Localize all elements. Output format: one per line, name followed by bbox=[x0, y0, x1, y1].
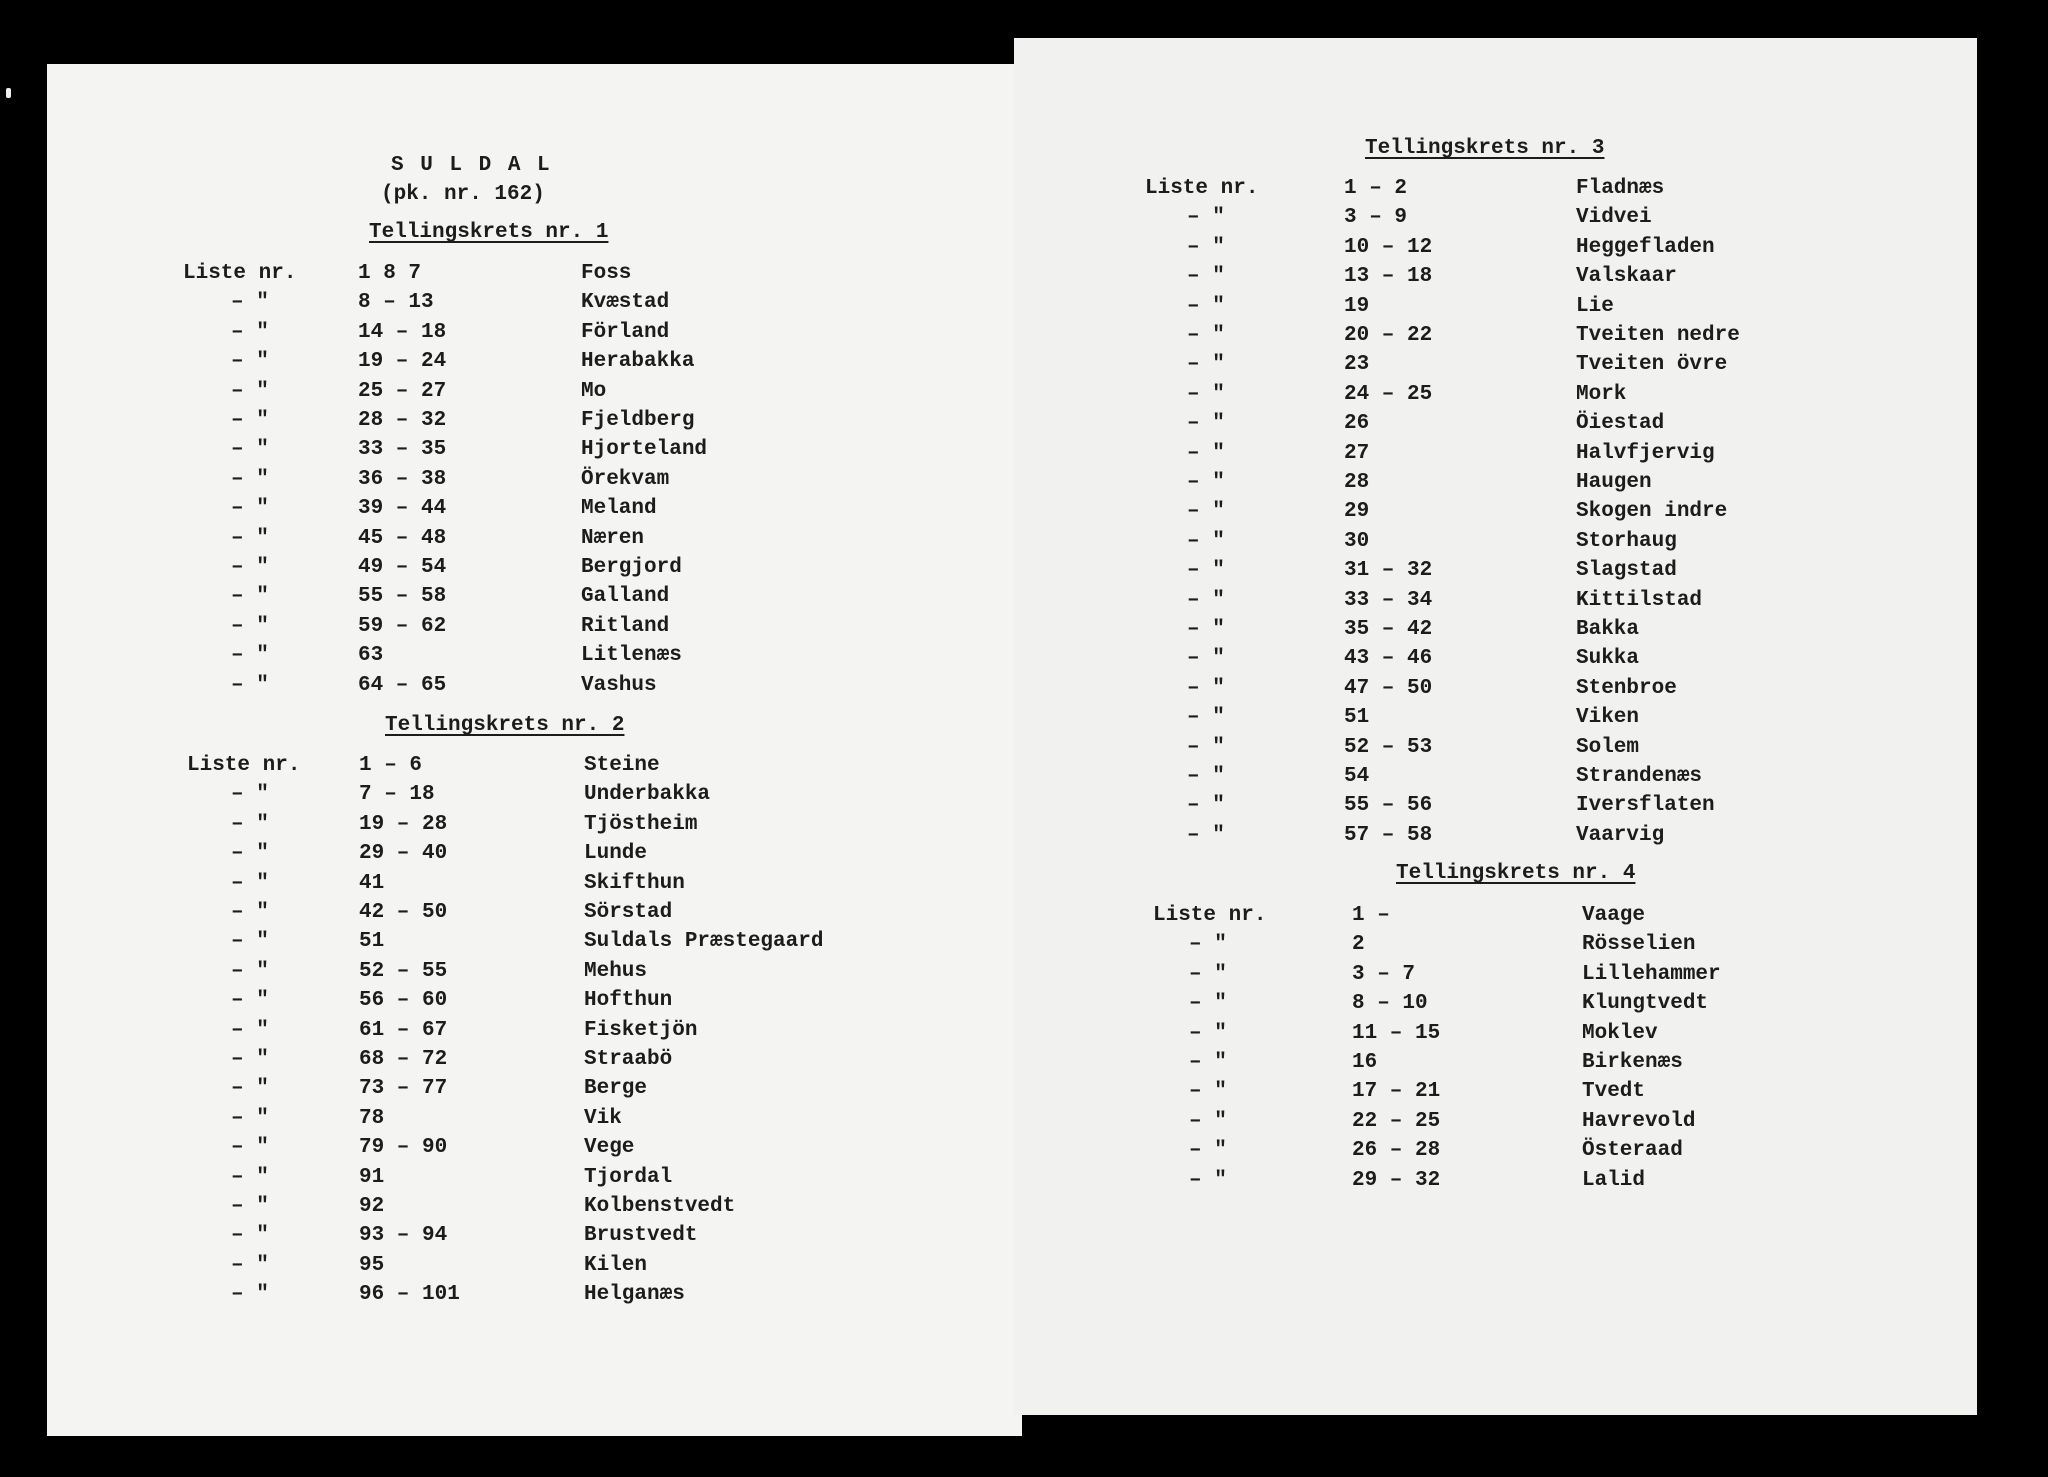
list-range: 91 bbox=[359, 1165, 385, 1189]
ditto-mark: – " bbox=[231, 959, 269, 983]
list-range: 52 – 55 bbox=[359, 959, 448, 983]
ditto-mark: – " bbox=[1187, 529, 1225, 553]
list-range: 42 – 50 bbox=[359, 901, 448, 924]
list-row bbox=[1014, 383, 1977, 412]
list-row bbox=[47, 556, 1022, 585]
ditto-mark: – " bbox=[231, 1224, 269, 1248]
list-row bbox=[1014, 904, 1977, 933]
farm-name: Tvedt bbox=[1582, 1080, 1646, 1104]
farm-name: Hjorteland bbox=[581, 438, 708, 462]
farm-name: Herabakka bbox=[581, 350, 695, 374]
farm-name: Steine bbox=[584, 754, 660, 777]
farm-name: Sörstad bbox=[584, 901, 673, 924]
farm-name: Kilen bbox=[584, 1253, 648, 1277]
list-row bbox=[1014, 618, 1977, 647]
list-row bbox=[1014, 1080, 1977, 1109]
list-range: 20 – 22 bbox=[1344, 324, 1433, 347]
ditto-mark: – " bbox=[1187, 823, 1225, 847]
list-range: 52 – 53 bbox=[1344, 735, 1433, 759]
ditto-mark: – " bbox=[231, 901, 269, 924]
list-row bbox=[47, 1107, 1022, 1136]
list-row bbox=[47, 1136, 1022, 1165]
list-row bbox=[1014, 412, 1977, 441]
list-row bbox=[1014, 706, 1977, 735]
ditto-mark: – " bbox=[231, 1195, 269, 1218]
farm-name: Örekvam bbox=[581, 467, 670, 491]
list-range: 29 – 40 bbox=[359, 842, 448, 866]
farm-name: Vashus bbox=[581, 673, 657, 697]
ditto-mark: – " bbox=[1189, 1021, 1227, 1045]
farm-name: Mork bbox=[1576, 382, 1627, 406]
ditto-mark: – " bbox=[231, 644, 269, 668]
liste-nr-label: Liste nr. bbox=[183, 262, 297, 285]
farm-name: Birkenæs bbox=[1582, 1051, 1683, 1074]
list-range: 56 – 60 bbox=[359, 989, 448, 1013]
list-row bbox=[1014, 1110, 1977, 1139]
list-range: 35 – 42 bbox=[1344, 618, 1433, 641]
list-row bbox=[47, 350, 1022, 379]
farm-name: Lunde bbox=[584, 842, 648, 866]
farm-name: Ritland bbox=[581, 614, 670, 638]
ditto-mark: – " bbox=[1187, 265, 1225, 289]
farm-name: Hofthun bbox=[584, 989, 673, 1013]
list-row bbox=[1014, 824, 1977, 853]
ditto-mark: – " bbox=[1187, 676, 1225, 700]
list-row bbox=[47, 409, 1022, 438]
list-range: 33 – 35 bbox=[358, 438, 447, 462]
list-row bbox=[47, 1195, 1022, 1224]
ditto-mark: – " bbox=[1187, 471, 1225, 494]
ditto-mark: – " bbox=[231, 614, 269, 638]
list-row bbox=[47, 813, 1022, 842]
list-range: 19 – 24 bbox=[358, 350, 447, 374]
list-range: 93 – 94 bbox=[359, 1224, 448, 1248]
farm-name: Kittilstad bbox=[1576, 588, 1703, 612]
list-row bbox=[1014, 559, 1977, 588]
farm-name: Österaad bbox=[1582, 1139, 1683, 1163]
list-row bbox=[1014, 236, 1977, 265]
ditto-mark: – " bbox=[231, 350, 269, 374]
list-range: 14 – 18 bbox=[358, 320, 447, 344]
list-row bbox=[1014, 992, 1977, 1021]
list-range: 3 – 9 bbox=[1344, 206, 1408, 230]
list-range: 33 – 34 bbox=[1344, 588, 1433, 612]
farm-name: Moklev bbox=[1582, 1021, 1658, 1045]
list-range: 26 bbox=[1344, 412, 1370, 436]
ditto-mark: – " bbox=[231, 409, 269, 432]
liste-nr-label: Liste nr. bbox=[187, 754, 301, 777]
list-row bbox=[47, 1224, 1022, 1253]
ditto-mark: – " bbox=[1187, 794, 1225, 818]
ditto-mark: – " bbox=[231, 320, 269, 344]
farm-name: Skifthun bbox=[584, 871, 685, 895]
list-row bbox=[47, 872, 1022, 901]
farm-name: Vaarvig bbox=[1576, 823, 1665, 847]
list-row bbox=[1014, 295, 1977, 324]
list-row bbox=[47, 380, 1022, 409]
ditto-mark: – " bbox=[231, 526, 269, 550]
ditto-mark: – " bbox=[1189, 1168, 1227, 1192]
ditto-mark: – " bbox=[231, 812, 269, 836]
farm-name: Öiestad bbox=[1576, 412, 1665, 436]
ditto-mark: – " bbox=[231, 930, 269, 954]
farm-name: Kolbenstvedt bbox=[584, 1195, 736, 1218]
ditto-mark: – " bbox=[231, 1283, 269, 1307]
list-range: 19 bbox=[1344, 294, 1370, 318]
document-title: S U L D A L bbox=[391, 154, 552, 177]
list-row bbox=[1014, 324, 1977, 353]
ditto-mark: – " bbox=[1187, 206, 1225, 230]
list-row bbox=[1014, 442, 1977, 471]
ditto-mark: – " bbox=[1187, 382, 1225, 406]
section-title: Tellingskrets nr. 2 bbox=[385, 714, 625, 737]
list-row bbox=[47, 1283, 1022, 1312]
farm-name: Bergjord bbox=[581, 556, 682, 579]
ditto-mark: – " bbox=[1189, 1139, 1227, 1163]
farm-name: Lillehammer bbox=[1582, 962, 1721, 986]
document-subtitle: (pk. nr. 162) bbox=[381, 183, 545, 206]
list-row bbox=[47, 754, 1022, 783]
list-row bbox=[1014, 794, 1977, 823]
list-range: 57 – 58 bbox=[1344, 823, 1433, 847]
list-range: 1 – bbox=[1352, 904, 1390, 927]
list-range: 26 – 28 bbox=[1352, 1139, 1441, 1163]
ditto-mark: – " bbox=[231, 842, 269, 866]
section-title: Tellingskrets nr. 3 bbox=[1365, 137, 1605, 160]
ditto-mark: – " bbox=[231, 379, 269, 403]
list-row bbox=[1014, 1169, 1977, 1198]
list-range: 17 – 21 bbox=[1352, 1080, 1441, 1104]
list-range: 11 – 15 bbox=[1352, 1021, 1441, 1045]
list-row bbox=[47, 527, 1022, 556]
list-row bbox=[47, 1048, 1022, 1077]
list-range: 39 – 44 bbox=[358, 497, 447, 521]
list-row bbox=[47, 1166, 1022, 1195]
right-page bbox=[1014, 38, 1977, 1415]
farm-name: Helganæs bbox=[584, 1283, 685, 1307]
list-range: 28 – 32 bbox=[358, 409, 447, 432]
ditto-mark: – " bbox=[1187, 618, 1225, 641]
farm-name: Fjeldberg bbox=[581, 409, 695, 432]
list-range: 41 bbox=[359, 871, 385, 895]
list-row bbox=[1014, 530, 1977, 559]
list-row bbox=[1014, 589, 1977, 618]
farm-name: Foss bbox=[581, 262, 632, 285]
farm-name: Skogen indre bbox=[1576, 500, 1728, 524]
ditto-mark: – " bbox=[231, 1048, 269, 1071]
farm-name: Lalid bbox=[1582, 1168, 1646, 1192]
list-range: 29 bbox=[1344, 500, 1370, 524]
list-row bbox=[1014, 1051, 1977, 1080]
ditto-mark: – " bbox=[231, 556, 269, 579]
list-range: 49 – 54 bbox=[358, 556, 447, 579]
list-range: 7 – 18 bbox=[359, 783, 435, 807]
ditto-mark: – " bbox=[1187, 588, 1225, 612]
farm-name: Vik bbox=[584, 1106, 622, 1130]
list-range: 1 – 6 bbox=[359, 754, 423, 777]
farm-name: Brustvedt bbox=[584, 1224, 698, 1248]
ditto-mark: – " bbox=[1187, 559, 1225, 583]
farm-name: Tveiten övre bbox=[1576, 353, 1728, 377]
list-range: 8 – 13 bbox=[358, 291, 434, 315]
ditto-mark: – " bbox=[231, 1077, 269, 1101]
list-range: 27 bbox=[1344, 441, 1370, 465]
list-range: 59 – 62 bbox=[358, 614, 447, 638]
ditto-mark: – " bbox=[231, 1136, 269, 1160]
farm-name: Kvæstad bbox=[581, 291, 670, 315]
farm-name: Stenbroe bbox=[1576, 676, 1677, 700]
farm-name: Tjordal bbox=[584, 1165, 673, 1189]
list-range: 30 bbox=[1344, 529, 1370, 553]
ditto-mark: – " bbox=[231, 1018, 269, 1042]
farm-name: Litlenæs bbox=[581, 644, 682, 668]
ditto-mark: – " bbox=[231, 989, 269, 1013]
list-range: 55 – 58 bbox=[358, 585, 447, 609]
list-range: 92 bbox=[359, 1195, 385, 1218]
list-range: 61 – 67 bbox=[359, 1018, 448, 1042]
list-range: 64 – 65 bbox=[358, 673, 447, 697]
farm-name: Fladnæs bbox=[1576, 177, 1665, 200]
ditto-mark: – " bbox=[1189, 992, 1227, 1016]
list-row bbox=[47, 901, 1022, 930]
ditto-mark: – " bbox=[1187, 235, 1225, 259]
farm-name: Haugen bbox=[1576, 471, 1652, 494]
farm-name: Valskaar bbox=[1576, 265, 1677, 289]
farm-name: Tveiten nedre bbox=[1576, 324, 1740, 347]
list-row bbox=[1014, 677, 1977, 706]
list-range: 22 – 25 bbox=[1352, 1109, 1441, 1133]
farm-name: Fisketjön bbox=[584, 1018, 698, 1042]
farm-name: Iversflaten bbox=[1576, 794, 1715, 818]
list-range: 10 – 12 bbox=[1344, 235, 1433, 259]
ditto-mark: – " bbox=[1187, 353, 1225, 377]
farm-name: Lie bbox=[1576, 294, 1614, 318]
list-range: 25 – 27 bbox=[358, 379, 447, 403]
farm-name: Vidvei bbox=[1576, 206, 1652, 230]
list-range: 43 – 46 bbox=[1344, 647, 1433, 671]
farm-name: Solem bbox=[1576, 735, 1640, 759]
list-range: 29 – 32 bbox=[1352, 1168, 1441, 1192]
ditto-mark: – " bbox=[1189, 1080, 1227, 1104]
ditto-mark: – " bbox=[231, 585, 269, 609]
farm-name: Vege bbox=[584, 1136, 635, 1160]
list-row bbox=[47, 1254, 1022, 1283]
farm-name: Meland bbox=[581, 497, 657, 521]
farm-name: Mehus bbox=[584, 959, 648, 983]
list-row bbox=[47, 438, 1022, 467]
list-range: 23 bbox=[1344, 353, 1370, 377]
ditto-mark: – " bbox=[231, 1165, 269, 1189]
list-range: 19 – 28 bbox=[359, 812, 448, 836]
farm-name: Næren bbox=[581, 526, 645, 550]
list-row bbox=[47, 321, 1022, 350]
farm-name: Slagstad bbox=[1576, 559, 1677, 583]
list-range: 95 bbox=[359, 1253, 385, 1277]
list-row bbox=[47, 1019, 1022, 1048]
farm-name: Vaage bbox=[1582, 904, 1646, 927]
list-range: 47 – 50 bbox=[1344, 676, 1433, 700]
list-row bbox=[47, 960, 1022, 989]
list-row bbox=[47, 615, 1022, 644]
ditto-mark: – " bbox=[1187, 412, 1225, 436]
ditto-mark: – " bbox=[231, 871, 269, 895]
list-range: 45 – 48 bbox=[358, 526, 447, 550]
farm-name: Storhaug bbox=[1576, 529, 1677, 553]
list-range: 63 bbox=[358, 644, 384, 668]
list-row bbox=[47, 930, 1022, 959]
ditto-mark: – " bbox=[1189, 933, 1227, 957]
farm-name: Havrevold bbox=[1582, 1109, 1696, 1133]
ditto-mark: – " bbox=[1189, 1051, 1227, 1074]
farm-name: Underbakka bbox=[584, 783, 711, 807]
list-range: 1 8 7 bbox=[358, 262, 422, 285]
farm-name: Klungtvedt bbox=[1582, 992, 1709, 1016]
list-row bbox=[47, 497, 1022, 526]
list-range: 68 – 72 bbox=[359, 1048, 448, 1071]
ditto-mark: – " bbox=[231, 783, 269, 807]
list-range: 79 – 90 bbox=[359, 1136, 448, 1160]
list-row bbox=[1014, 1139, 1977, 1168]
list-range: 31 – 32 bbox=[1344, 559, 1433, 583]
list-row bbox=[47, 644, 1022, 673]
list-range: 96 – 101 bbox=[359, 1283, 460, 1307]
list-range: 16 bbox=[1352, 1051, 1378, 1074]
list-row bbox=[1014, 500, 1977, 529]
farm-name: Tjöstheim bbox=[584, 812, 698, 836]
list-row bbox=[1014, 206, 1977, 235]
list-range: 55 – 56 bbox=[1344, 794, 1433, 818]
list-range: 51 bbox=[1344, 706, 1370, 730]
left-page bbox=[47, 64, 1022, 1436]
ditto-mark: – " bbox=[1187, 706, 1225, 730]
ditto-mark: – " bbox=[1187, 500, 1225, 524]
list-range: 54 bbox=[1344, 765, 1370, 788]
scan-speck bbox=[6, 88, 11, 98]
farm-name: Förland bbox=[581, 320, 670, 344]
ditto-mark: – " bbox=[1189, 962, 1227, 986]
list-row bbox=[47, 783, 1022, 812]
ditto-mark: – " bbox=[231, 467, 269, 491]
farm-name: Suldals Præstegaard bbox=[584, 930, 824, 954]
ditto-mark: – " bbox=[231, 291, 269, 315]
list-range: 51 bbox=[359, 930, 385, 954]
section-title: Tellingskrets nr. 4 bbox=[1396, 862, 1636, 885]
ditto-mark: – " bbox=[1189, 1109, 1227, 1133]
list-row bbox=[47, 674, 1022, 703]
list-range: 78 bbox=[359, 1106, 385, 1130]
list-range: 1 – 2 bbox=[1344, 177, 1408, 200]
liste-nr-label: Liste nr. bbox=[1153, 904, 1267, 927]
ditto-mark: – " bbox=[1187, 441, 1225, 465]
list-row bbox=[47, 291, 1022, 320]
farm-name: Straabö bbox=[584, 1048, 673, 1071]
list-row bbox=[47, 585, 1022, 614]
list-range: 2 bbox=[1352, 933, 1365, 957]
list-row bbox=[1014, 471, 1977, 500]
liste-nr-label: Liste nr. bbox=[1145, 177, 1259, 200]
ditto-mark: – " bbox=[1187, 735, 1225, 759]
list-row bbox=[1014, 177, 1977, 206]
section-title: Tellingskrets nr. 1 bbox=[369, 221, 609, 244]
list-row bbox=[1014, 963, 1977, 992]
list-row bbox=[1014, 647, 1977, 676]
ditto-mark: – " bbox=[231, 673, 269, 697]
list-row bbox=[47, 468, 1022, 497]
farm-name: Halvfjervig bbox=[1576, 441, 1715, 465]
list-row bbox=[1014, 736, 1977, 765]
ditto-mark: – " bbox=[1187, 647, 1225, 671]
farm-name: Bakka bbox=[1576, 618, 1640, 641]
list-row bbox=[1014, 265, 1977, 294]
list-range: 13 – 18 bbox=[1344, 265, 1433, 289]
ditto-mark: – " bbox=[231, 1106, 269, 1130]
farm-name: Strandenæs bbox=[1576, 765, 1703, 788]
list-row bbox=[1014, 1022, 1977, 1051]
list-range: 36 – 38 bbox=[358, 467, 447, 491]
list-row bbox=[1014, 353, 1977, 382]
farm-name: Berge bbox=[584, 1077, 648, 1101]
farm-name: Viken bbox=[1576, 706, 1640, 730]
ditto-mark: – " bbox=[231, 497, 269, 521]
ditto-mark: – " bbox=[1187, 765, 1225, 788]
list-range: 73 – 77 bbox=[359, 1077, 448, 1101]
list-range: 24 – 25 bbox=[1344, 382, 1433, 406]
list-range: 28 bbox=[1344, 471, 1370, 494]
list-row bbox=[47, 262, 1022, 291]
farm-name: Rösselien bbox=[1582, 933, 1696, 957]
ditto-mark: – " bbox=[1187, 294, 1225, 318]
farm-name: Heggefladen bbox=[1576, 235, 1715, 259]
farm-name: Sukka bbox=[1576, 647, 1640, 671]
list-row bbox=[1014, 933, 1977, 962]
list-row bbox=[1014, 765, 1977, 794]
list-row bbox=[47, 1077, 1022, 1106]
ditto-mark: – " bbox=[231, 438, 269, 462]
list-range: 3 – 7 bbox=[1352, 962, 1416, 986]
farm-name: Mo bbox=[581, 379, 607, 403]
ditto-mark: – " bbox=[231, 1253, 269, 1277]
list-range: 8 – 10 bbox=[1352, 992, 1428, 1016]
ditto-mark: – " bbox=[1187, 324, 1225, 347]
list-row bbox=[47, 842, 1022, 871]
farm-name: Galland bbox=[581, 585, 670, 609]
list-row bbox=[47, 989, 1022, 1018]
